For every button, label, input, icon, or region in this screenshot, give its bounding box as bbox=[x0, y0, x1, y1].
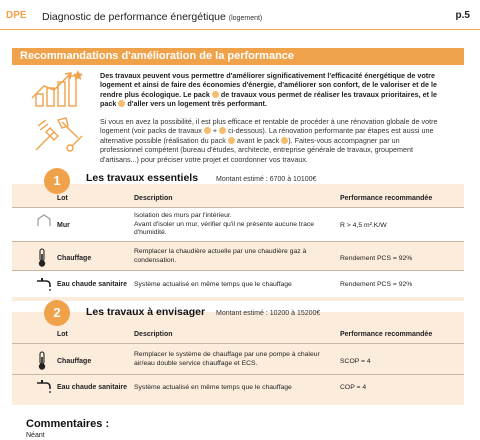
pack1-row2-desc bbox=[134, 248, 334, 265]
pack1-row2-lot: Chauffage bbox=[57, 255, 92, 262]
intro1-line2: logement et ainsi de faire des économies d'énergie, d'améliorer son confort, de le valoriser et de le bbox=[100, 80, 437, 90]
pack2-col-lot: Lot bbox=[57, 331, 68, 338]
pack2-col-performance: Performance recommandée bbox=[340, 331, 433, 338]
pack2-row1-lot: Chauffage bbox=[57, 358, 92, 365]
pack1-row1-perf: R > 4,5 m².K/W bbox=[340, 222, 387, 229]
pack1-title: Les travaux essentiels bbox=[86, 172, 199, 184]
intro1-line3: rendre plus écologique. Le pack bbox=[100, 89, 210, 99]
pack1-cost: Montant estimé : 6700 à 10100€ bbox=[216, 176, 317, 183]
thermometer-icon bbox=[36, 248, 48, 268]
section-band-title: Recommandations d'amélioration de la performance bbox=[12, 48, 464, 65]
intro2-line3b: avant le pack bbox=[236, 135, 280, 145]
pack1-row1-lot: Mur bbox=[57, 222, 70, 229]
chart-growth-icon bbox=[30, 68, 86, 108]
pack1-row3-desc: Système actualisé en même temps que le chauffage bbox=[134, 281, 292, 288]
intro1-line1: Des travaux peuvent vous permettre d'améliorer significativement l'efficacité énergétique de votre bbox=[100, 71, 435, 80]
pack1-dot-icon bbox=[204, 127, 211, 134]
intro2-line4: professionnel compétent (bureau d'études, architecte, entreprise générale de travaux, groupement bbox=[100, 145, 414, 155]
pack1-row1-desc-line: d'humidité. bbox=[134, 229, 167, 237]
pack2-row2-perf: COP = 4 bbox=[340, 384, 367, 391]
intro1-line4: pack bbox=[100, 99, 117, 109]
pack1-row1-desc bbox=[134, 212, 334, 238]
pack2-row1-perf: SCOP = 4 bbox=[340, 358, 371, 365]
intro-paragraph-bold bbox=[100, 71, 465, 109]
pack1-number-badge: 1 bbox=[44, 168, 70, 194]
pack1-row2-perf: Rendement PCS = 92% bbox=[340, 255, 413, 262]
faucet-icon bbox=[36, 276, 52, 292]
document-subtitle: (logement) bbox=[228, 15, 263, 22]
pack1-col-description: Description bbox=[134, 195, 173, 202]
thermometer-icon bbox=[36, 351, 48, 371]
document-title-text: Diagnostic de performance énergétique bbox=[42, 11, 226, 23]
pack1-col-lot: Lot bbox=[57, 195, 68, 202]
document-title bbox=[42, 11, 262, 23]
faucet-icon bbox=[36, 378, 52, 394]
divider bbox=[12, 241, 464, 242]
pack1-dot-icon bbox=[212, 91, 219, 98]
dpe-label: DPE bbox=[6, 10, 27, 21]
intro2-line1: Si vous en avez la possibilité, il est plus efficace et rentable de procéder à une rénovation globale de votre bbox=[100, 117, 438, 126]
intro2-line3c: ). Faites-vous accompagner par un bbox=[288, 135, 400, 145]
intro2-line5: d'artisans...) pour préciser votre projet et coordonner vos travaux. bbox=[100, 154, 308, 164]
wall-icon bbox=[36, 214, 52, 228]
pack1-row2-desc-line: Remplacer la chaudière actuelle par une chaudière gaz à bbox=[134, 248, 307, 255]
pack2-cost: Montant estimé : 10200 à 15200€ bbox=[216, 310, 321, 317]
pack1-row1-desc-line: Isolation des murs par l'intérieur. bbox=[134, 212, 232, 219]
intro2-line2b: ci-dessous). La rénovation performante par étapes est aussi une bbox=[228, 126, 434, 136]
pack2-row1-desc-line: Remplacer le système de chauffage par une pompe à chaleur bbox=[134, 351, 320, 358]
intro-paragraph: Si vous en avez la possibilité, il est plus efficace et rentable de procéder à une rénovation globale de votre logement (voir packs de travaux + ci-dessous). La rénovation performante par étapes est aussi une alternative possible (réalisation du pack avant le pack ). Faites-vous accompagner par un professionnel compétent (bureau d'études, architecte, entreprise générale de travaux, groupement d'artisans...) pour préciser votre projet et coordonner vos travaux. bbox=[100, 117, 438, 164]
pack1-col-performance: Performance recommandée bbox=[340, 195, 433, 202]
pack1-row2-desc-line: condensation. bbox=[134, 256, 177, 264]
page-header bbox=[0, 0, 480, 30]
divider bbox=[12, 374, 464, 375]
tools-icon bbox=[32, 116, 86, 154]
pack2-title: Les travaux à envisager bbox=[86, 306, 206, 318]
intro2-line2: logement (voir packs de travaux bbox=[100, 126, 202, 136]
intro1-line4b: d'aller vers un logement très performant. bbox=[127, 99, 267, 109]
pack1-dot-icon bbox=[228, 137, 235, 144]
pack2-row2-desc: Système actualisé en même temps que le chauffage bbox=[134, 384, 292, 391]
pack2-dot-icon bbox=[118, 100, 125, 107]
intro2-line3: alternative possible (réalisation du pack bbox=[100, 135, 226, 145]
comments-text: Néant bbox=[26, 432, 45, 439]
pack2-row1-desc bbox=[134, 351, 334, 368]
pack1-row3-lot: Eau chaude sanitaire bbox=[57, 281, 128, 288]
pack2-dot-icon bbox=[219, 127, 226, 134]
page-number: p.5 bbox=[455, 10, 470, 21]
pack2-col-description: Description bbox=[134, 331, 173, 338]
pack1-row1-desc-line: Avant d'isoler un mur, vérifier qu'il ne présente aucune trace bbox=[134, 220, 315, 228]
pack2-number-badge: 2 bbox=[44, 300, 70, 326]
comments-title: Commentaires : bbox=[26, 418, 110, 430]
pack2-row2-lot: Eau chaude sanitaire bbox=[57, 384, 128, 391]
pack1-row3-perf: Rendement PCS = 92% bbox=[340, 281, 413, 288]
pack2-row1-desc-line: air/eau double service chauffage et ECS. bbox=[134, 359, 258, 367]
intro1-line3b: de travaux vous permet de réaliser les travaux prioritaires, et le bbox=[220, 89, 437, 99]
divider bbox=[12, 343, 464, 344]
